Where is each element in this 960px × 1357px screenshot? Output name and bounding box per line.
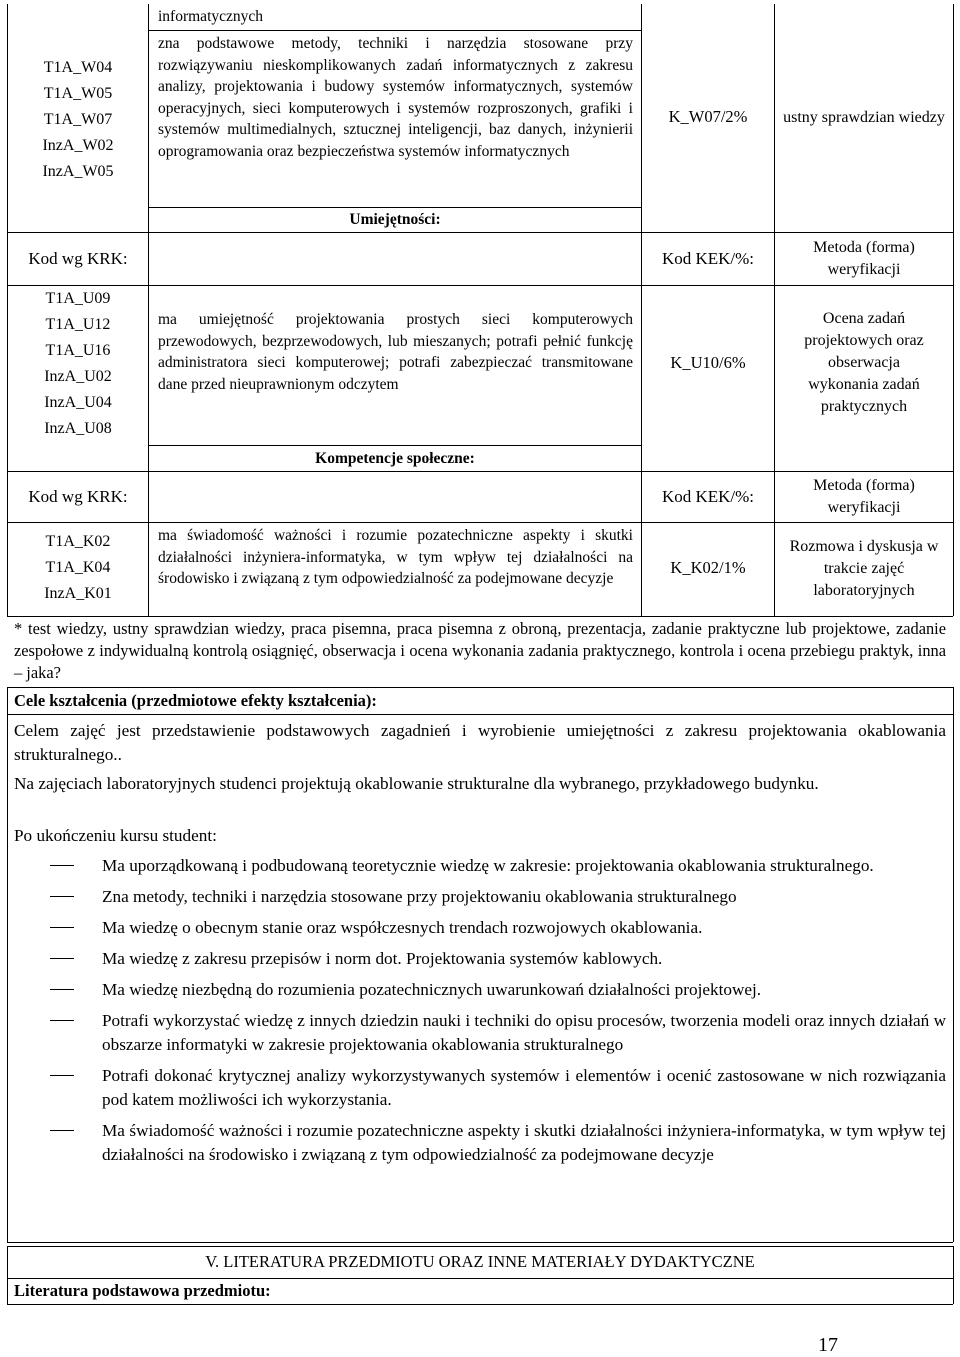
kek-code-knowledge: K_W07/2% (668, 107, 748, 126)
list-item: Ma uporządkowaną i podbudowaną teoretycznie wiedzę w zakresie: projektowania okablowania strukturalnego. (14, 854, 946, 878)
literature-section-title: V. LITERATURA PRZEDMIOTU ORAZ INNE MATERIAŁY DYDAKTYCZNE (205, 1252, 755, 1271)
list-item: Zna metody, techniki i narzędzia stosowane przy projektowaniu okablowania strukturalnego (14, 885, 946, 909)
goals-paragraph-3: Po ukończeniu kursu student: (14, 826, 217, 845)
literature-basic-label: Literatura podstawowa przedmiotu: (14, 1281, 271, 1300)
goals-box-left (7, 687, 8, 1242)
krk-code: InzA_U02 (44, 368, 112, 385)
list-item: Potrafi wykorzystać wiedzę z innych dziedzin nauki i techniki do opisu procesów, tworzenia modeli oraz innych działań w obszarze informatyki w zakresie projektowania okablowania strukturalnego (14, 1009, 946, 1057)
list-item: Ma wiedzę niezbędną do rozumienia pozatechnicznych uwarunkowań działalności projektowej. (14, 978, 946, 1002)
goals-box-top (7, 687, 953, 688)
dash-bullet (50, 1020, 74, 1021)
literature-divider (7, 1278, 953, 1279)
dash-bullet (50, 1130, 74, 1131)
learning-outcomes-list (14, 854, 946, 1174)
verification-footnote: * test wiedzy, ustny sprawdzian wiedzy, praca pisemna, praca pisemna z obroną, prezentacja, zadanie praktyczne lub projektowe, zadanie zespołowe z indywidualną kontrolą osiągnięć, obserwacja i ocena wykonania zadania praktycznego, kontrola i ocena przebiegu praktyk, inna – jaka? (14, 619, 946, 682)
literature-box-bottom (7, 1304, 953, 1305)
krk-code: T1A_W04 (43, 59, 113, 76)
krk-code: InzA_U08 (44, 420, 112, 437)
row-divider-d (7, 285, 953, 286)
col-divider-1 (148, 4, 149, 616)
kek-code-skills: K_U10/6% (670, 353, 746, 372)
header-kod-krk: Kod wg KRK: (28, 249, 128, 268)
literature-box-top (7, 1246, 953, 1247)
goals-box-bottom (7, 1242, 953, 1243)
header-kod-kek: Kod KEK/%: (661, 249, 755, 268)
method-social: Rozmowa i dyskusja w trakcie zajęć laboratoryjnych (789, 538, 939, 599)
method-skills: Ocena zadań projektowych oraz obserwacja wykonania zadań praktycznych (804, 310, 924, 415)
method-knowledge: ustny sprawdzian wiedzy (783, 109, 945, 126)
krk-codes-skills (8, 284, 148, 444)
goals-box-right (953, 687, 954, 1242)
col-divider-2 (641, 4, 642, 616)
literature-box-right (953, 1246, 954, 1304)
section-skills: Umiejętności: (349, 211, 441, 228)
krk-code: T1A_U12 (45, 316, 111, 333)
goals-paragraph-2: Na zajęciach laboratoryjnych studenci projektują okablowanie strukturalne dla wybranego, przykładowego budynku. (14, 774, 819, 793)
krk-codes-social (8, 527, 148, 609)
krk-codes-knowledge (8, 48, 148, 192)
list-item: Ma wiedzę o obecnym stanie oraz współczesnych trendach rozwojowych okablowania. (14, 916, 946, 940)
krk-code: InzA_W05 (42, 163, 114, 180)
page-number: 17 (818, 1334, 838, 1356)
social-effect-desc: ma świadomość ważności i rozumie pozatechniczne aspekty i skutki działalności inżyniera-informatyka, w tym wpływ tej działalności na środowisko i związaną z tym odpowiedzialność za podejmowane decyzje (158, 527, 633, 588)
table-border-right (953, 4, 954, 616)
dash-bullet (50, 1075, 74, 1076)
kek-code-social: K_K02/1% (670, 558, 746, 577)
krk-code: T1A_U09 (45, 290, 111, 307)
section-social: Kompetencje społeczne: (315, 449, 475, 467)
row-divider-g (7, 522, 953, 523)
krk-code: InzA_U04 (44, 394, 112, 411)
dash-bullet (50, 927, 74, 928)
knowledge-effect-desc: zna podstawowe metody, techniki i narzędzia stosowane przy rozwiązywaniu nieskomplikowanych zadań informatycznych z zakresu analizy, projektowania i budowy systemów informatycznych, systemów operacyjnych, sieci komputerowych i systemów rozproszonych, grafiki i systemów multimedialnych, sztucznej inteligencji, baz danych, inżynierii oprogramowania oraz bezpieczeństwa systemów informatycznych (158, 35, 633, 160)
row-divider-a (148, 30, 641, 31)
dash-bullet (50, 865, 74, 866)
dash-bullet (50, 989, 74, 990)
list-item: Ma świadomość ważności i rozumie pozatechniczne aspekty i skutki działalności inżyniera-informatyka, w tym wpływ tej działalności na środowisko i związaną z tym odpowiedzialność za podejmowane decyzje (14, 1119, 946, 1167)
header-kod-kek-2: Kod KEK/%: (661, 487, 755, 506)
table-border-bottom (7, 616, 953, 617)
krk-code: InzA_W02 (42, 137, 114, 154)
goals-paragraph-1: Celem zajęć jest przedstawienie podstawowych zagadnień i wyrobienie umiejętności z zakresu projektowania okablowania strukturalnego.. (14, 721, 946, 764)
header-method-2: Metoda (forma) weryfikacji (813, 477, 915, 516)
krk-code: InzA_K01 (44, 585, 112, 602)
krk-code: T1A_K04 (45, 559, 111, 576)
krk-code: T1A_K02 (45, 533, 111, 550)
krk-code: T1A_U16 (45, 342, 111, 359)
krk-code: T1A_W07 (43, 111, 113, 128)
dash-bullet (50, 958, 74, 959)
skills-effect-desc: ma umiejętność projektowania prostych sieci komputerowych przewodowych, bezprzewodowych, lub mieszanych; potrafi pełnić funkcję administratora sieci komputerowej; potrafi zabezpieczać transmitowane dane przed nieuprawnionym odczytem (158, 311, 633, 393)
header-method: Metoda (forma) weryfikacji (813, 239, 915, 278)
goals-heading: Cele kształcenia (przedmiotowe efekty kształcenia): (14, 691, 377, 710)
header-kod-krk-2: Kod wg KRK: (28, 487, 128, 506)
list-item: Potrafi dokonać krytycznej analizy wykorzystywanych systemów i elementów i ocenić zastosowane w nich rozwiązania pod katem możliwości ich wykorzystania. (14, 1064, 946, 1112)
krk-code: T1A_W05 (43, 85, 113, 102)
dash-bullet (50, 896, 74, 897)
knowledge-desc-top: informatycznych (158, 8, 264, 25)
list-item: Ma wiedzę z zakresu przepisów i norm dot. Projektowania systemów kablowych. (14, 947, 946, 971)
goals-header-divider (7, 714, 953, 715)
